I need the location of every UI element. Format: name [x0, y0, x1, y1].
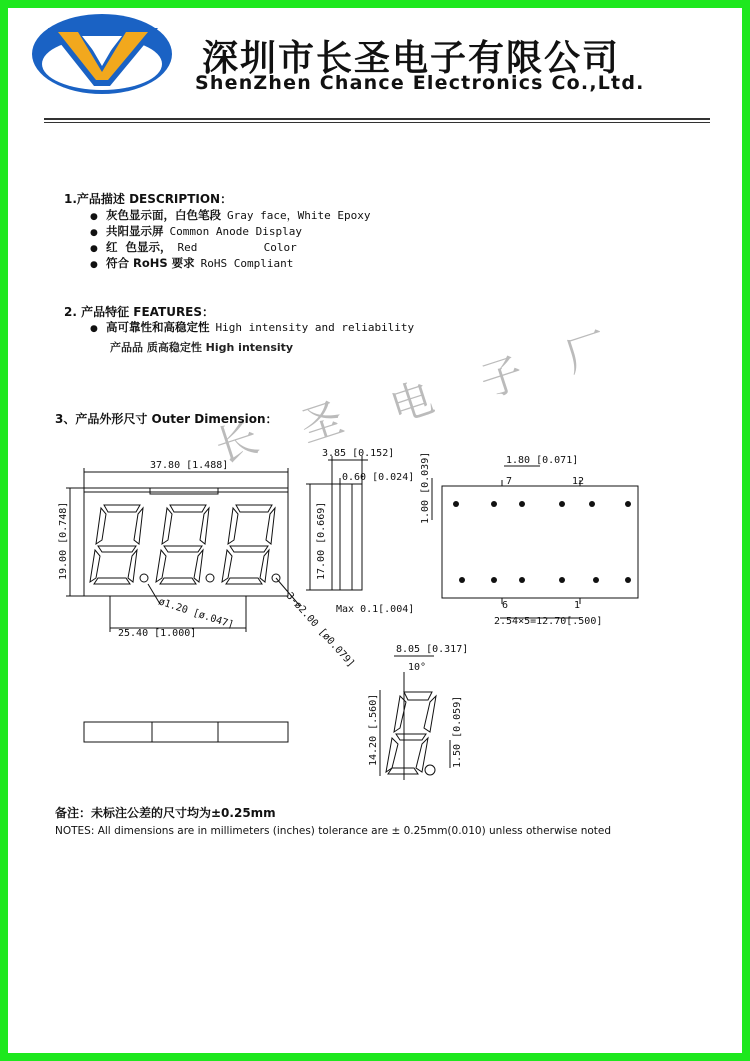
company-logo-icon	[30, 8, 180, 98]
header-divider-thin	[44, 122, 710, 123]
notes-en: NOTES: All dimensions are in millimeters (inches) tolerance are ± 0.25mm(0.010) unless otherwise noted	[55, 825, 612, 837]
front-view-body	[84, 488, 288, 596]
side-view-body	[332, 484, 362, 590]
dim-pin-len: 1.00 [0.039]	[420, 451, 431, 524]
dim-pin-pitch: 1.80 [0.071]	[506, 455, 579, 466]
features-list	[90, 319, 414, 335]
dim-pitch: 25.40 [1.000]	[118, 628, 197, 639]
dim-angle: 10°	[408, 662, 427, 673]
pin-label: 6	[502, 600, 509, 611]
back-view-body	[442, 486, 638, 598]
dim-pin-span: 2.54×5=12.70[.500]	[494, 616, 603, 627]
digit-outline	[90, 505, 148, 584]
digit-outline	[156, 505, 214, 584]
list-item: ● 共阳显示屏 Common Anode Display	[90, 224, 302, 238]
pin-label: 7	[506, 476, 513, 487]
description-list	[90, 207, 370, 271]
dim-body-h: 17.00 [0.669]	[316, 501, 327, 580]
dim-width: 37.80 [1.488]	[150, 460, 229, 471]
notes-cn: 备注：未标注公差的尺寸均为±0.25mm	[55, 806, 276, 820]
watermark-char: 长	[209, 412, 265, 473]
outer-dimension-title: 3、产品外形尺寸 Outer Dimension：	[55, 412, 278, 426]
dimension-drawing	[0, 430, 750, 800]
watermark-char: 子	[474, 347, 530, 408]
company-name-en: ShenZhen Chance Electronics Co.,Ltd.	[195, 72, 645, 94]
pin-label: 12	[572, 476, 585, 487]
watermark-char: 电	[384, 372, 440, 433]
company-header	[30, 8, 720, 108]
description-title: 1.产品描述 DESCRIPTION：	[64, 192, 233, 206]
pin-label: 1	[574, 600, 581, 611]
clipped-feature-line: 产品品 质高稳定性 High intensity	[110, 341, 294, 354]
list-item: ● 红 色显示， Red Color	[90, 240, 297, 254]
list-item: ● 灰色显示面，白色笔段 Gray face，White Epoxy	[90, 208, 371, 222]
list-item: ● 高可靠性和高稳定性 High intensity and reliability	[90, 320, 415, 334]
dim-depth: 3.85 [0.152]	[322, 448, 395, 459]
dim-seg-w: 1.50 [0.059]	[452, 695, 463, 768]
company-name-cn: 深圳市长圣电子有限公司	[202, 38, 621, 79]
bottom-view-body	[84, 722, 288, 742]
header-divider	[44, 118, 710, 120]
dim-height: 19.00 [0.748]	[58, 501, 69, 580]
dim-digit-h: 14.20 [.560]	[368, 693, 379, 766]
dim-pin-w: 0.60 [0.024]	[342, 472, 415, 483]
watermark-char: 厂	[559, 322, 615, 383]
digit-outline	[222, 505, 280, 584]
dim-dot-dia: ø1.20 [ø.047]	[157, 596, 235, 632]
features-title: 2. 产品特征 FEATURES：	[64, 305, 215, 319]
digit-detail	[386, 692, 436, 775]
watermark-char: 圣	[294, 392, 350, 453]
dim-tol-max: Max 0.1[.004]	[336, 604, 415, 615]
dim-hole: 3-ø2.00 [ø0.079]	[283, 590, 357, 670]
list-item: ● 符合 RoHS 要求 RoHS Compliant	[90, 256, 294, 270]
dim-digit-w: 8.05 [0.317]	[396, 644, 469, 655]
